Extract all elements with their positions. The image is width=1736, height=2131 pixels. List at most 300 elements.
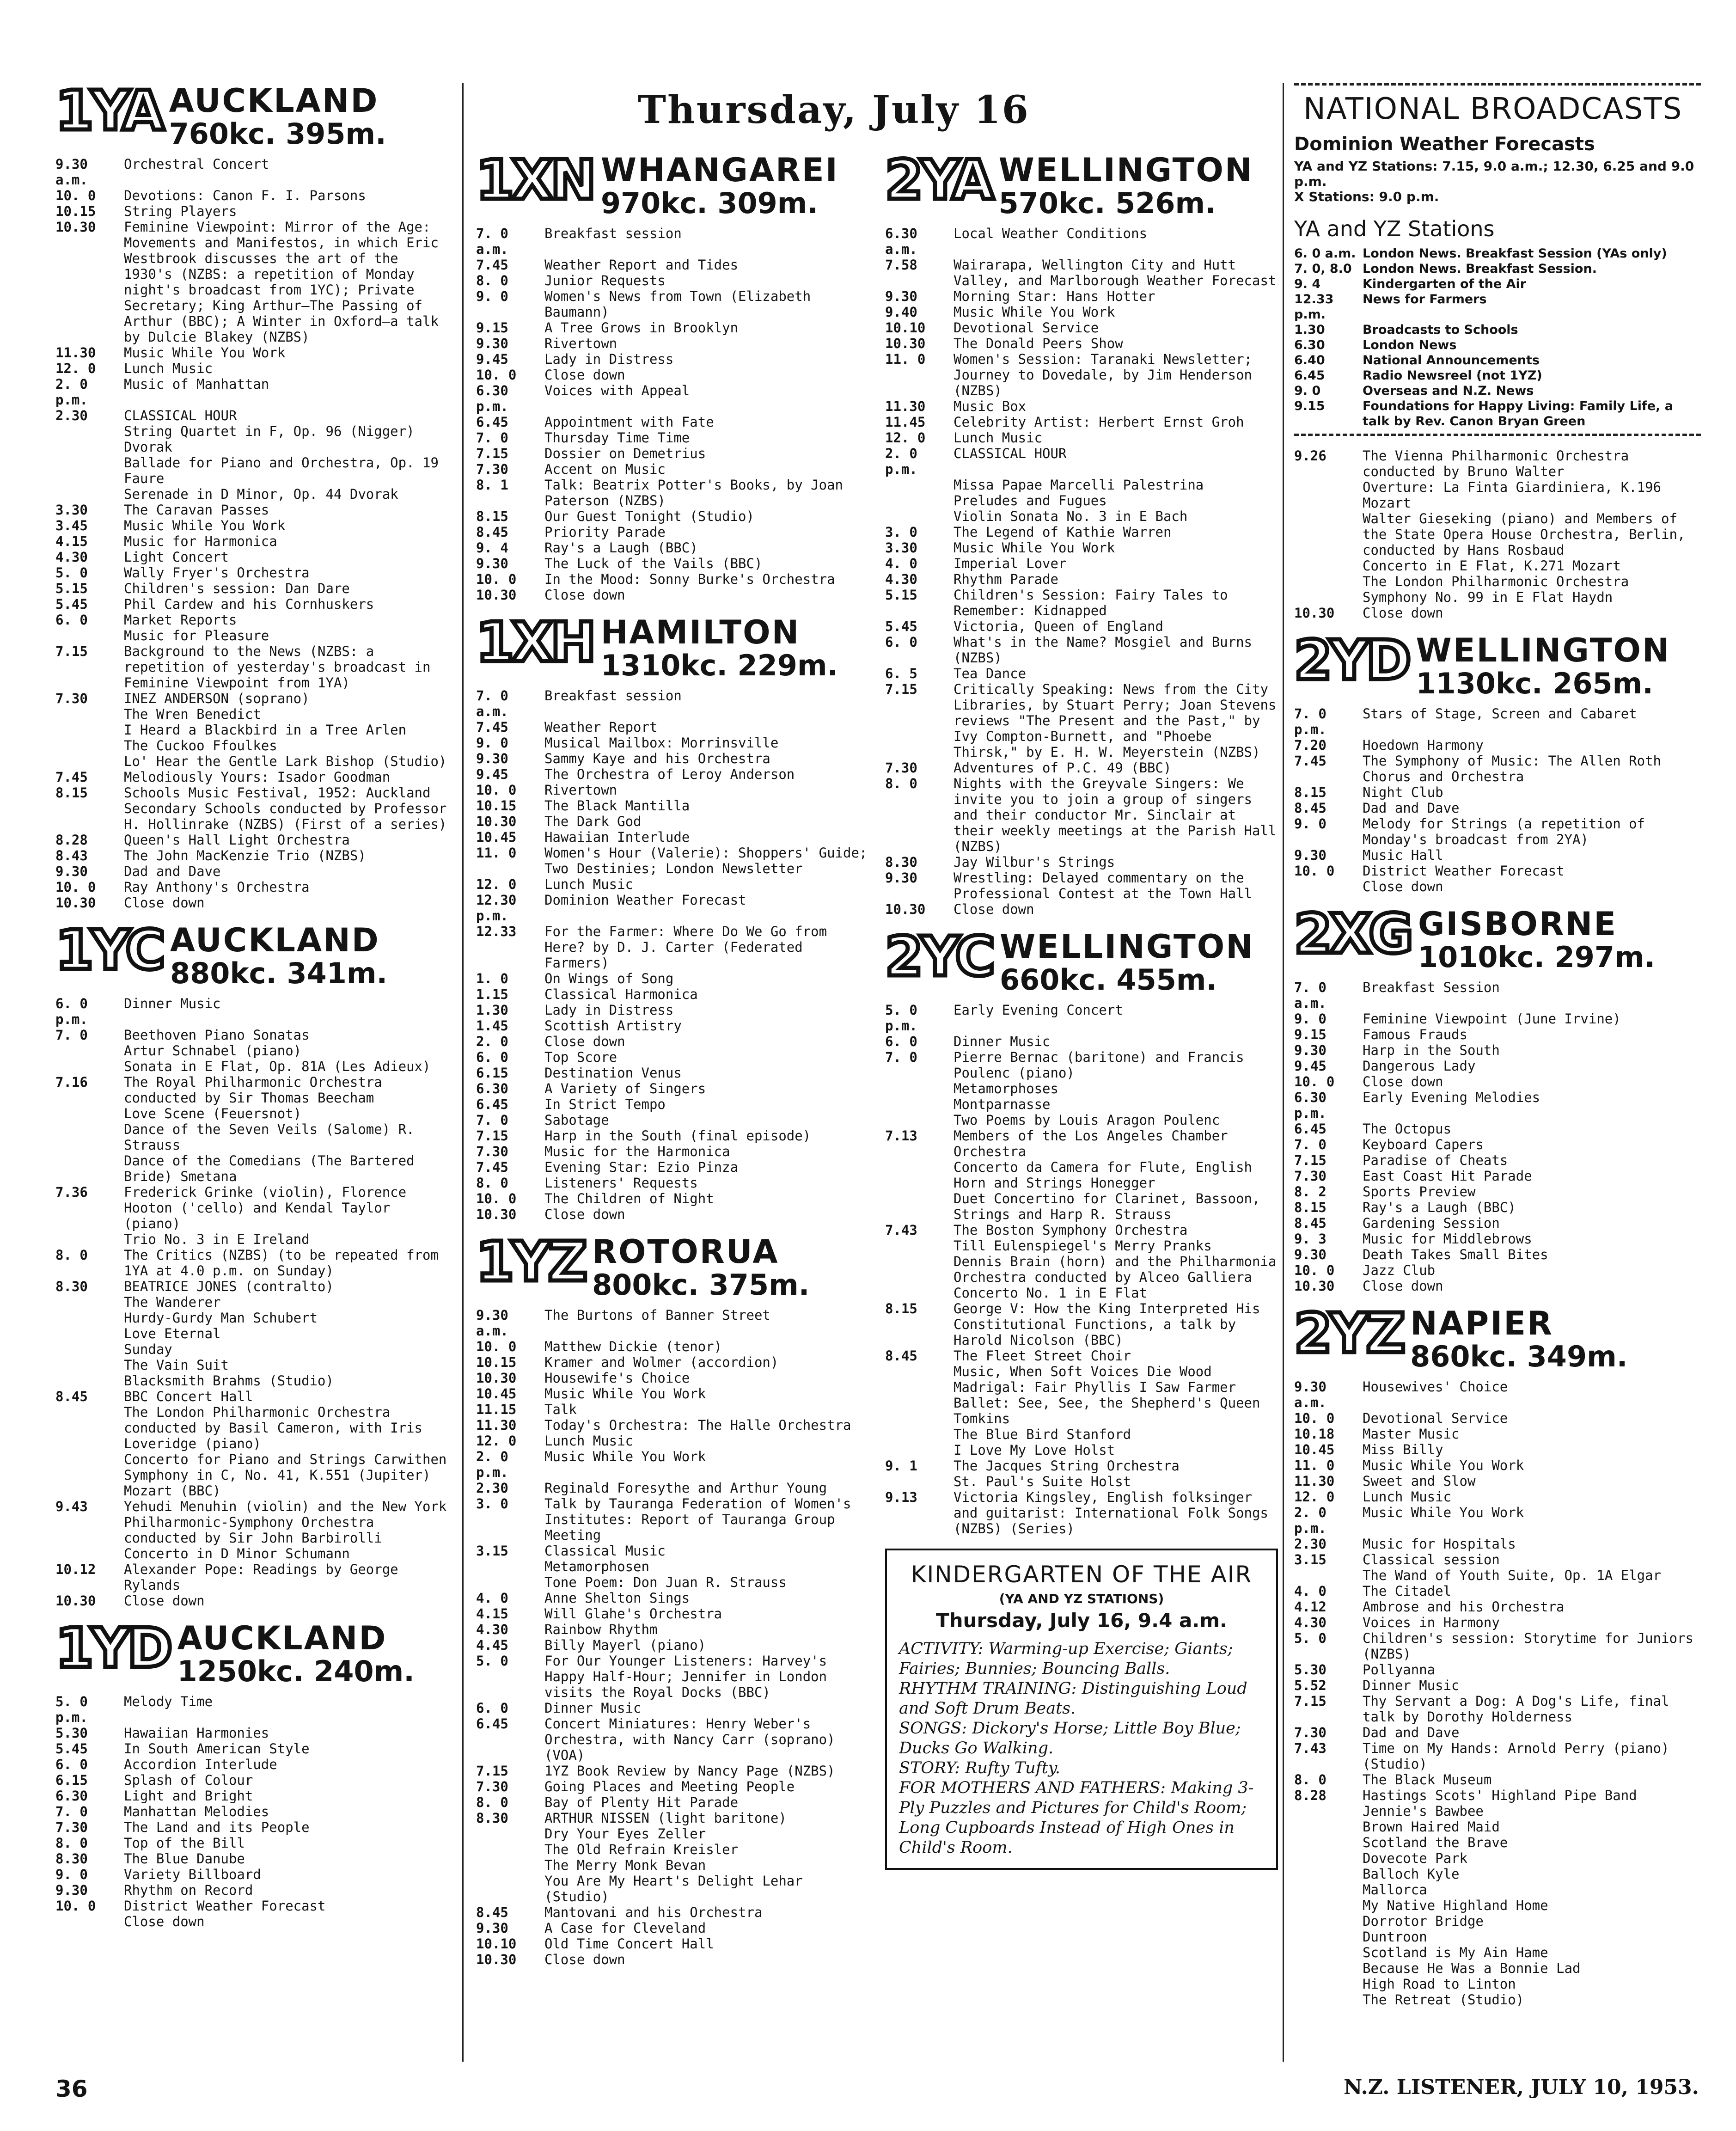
- programme-entry: [55, 549, 453, 565]
- weather-forecast-title: Dominion Weather Forecasts: [1294, 134, 1595, 155]
- programme-time: 12. 0: [885, 430, 926, 446]
- programme-title: Anne Shelton Sings: [544, 1590, 690, 1606]
- programme-title: Breakfast session: [544, 226, 682, 241]
- programme-time: 9.30: [55, 863, 88, 879]
- programme-title: Famous Frauds: [1363, 1027, 1467, 1042]
- programme-time: 6. 0 a.m.: [1294, 246, 1356, 261]
- programme-title: Blacksmith Brahms (Studio): [124, 1373, 334, 1389]
- programme-title: Housewife's Choice: [544, 1370, 690, 1386]
- programme-time: [55, 1294, 124, 1310]
- programme-time: 7. 0, 8.0: [1294, 262, 1352, 276]
- programme-title: String Players: [124, 203, 237, 219]
- programme-entry: [885, 351, 1278, 398]
- programme-entry: [885, 398, 1278, 414]
- programme-entry: [1294, 1850, 1701, 1866]
- programme-time: 7.15: [1294, 1693, 1326, 1709]
- programme-time: 5.45: [885, 618, 917, 634]
- programme-time: 11.15: [476, 1402, 517, 1417]
- programme-time: 5.45: [55, 596, 88, 612]
- programme-title: Dennis Brain (horn) and the Philharmonia Orchestra conducted by Alceo Galliera: [954, 1254, 1277, 1285]
- programme-entry: [476, 1920, 869, 1936]
- programme-title: Billy Mayerl (piano): [544, 1637, 706, 1653]
- programme-time: 2.30: [1294, 1536, 1326, 1552]
- programme-title: Will Glahe's Orchestra: [544, 1606, 722, 1622]
- station-2yz: [1294, 1301, 1701, 2008]
- programme-time: 4.30: [476, 1622, 508, 1637]
- programme-time: 7.15: [55, 643, 88, 659]
- programme-title: Music While You Work: [124, 345, 286, 361]
- programme-time: [885, 1395, 954, 1427]
- station-header: [885, 148, 1278, 220]
- programme-entry: [55, 533, 453, 549]
- column-2: [476, 148, 869, 1979]
- programme-entry: [1294, 1882, 1701, 1898]
- programme-entry: [476, 798, 869, 814]
- programme-title: Music of Manhattan: [124, 376, 269, 392]
- programme-time: 3.45: [55, 518, 88, 533]
- programme-entry: [885, 1034, 1278, 1049]
- programme-entry: [885, 634, 1278, 666]
- programme-title: Weather Report: [544, 719, 658, 735]
- programme-time: 12.33: [476, 924, 517, 939]
- station-frequency: 1250kc. 240m.: [177, 1654, 415, 1688]
- programme-entry: [55, 518, 453, 533]
- programme-time: 6.30 a.m.: [885, 226, 917, 257]
- programme-title: Brown Haired Maid: [1363, 1819, 1500, 1835]
- programme-time: 7.45: [55, 769, 88, 785]
- programme-title: The Blue Danube: [124, 1851, 245, 1867]
- programme-title: Wrestling: Delayed commentary on the Professional Contest at the Town Hall: [954, 870, 1253, 901]
- programme-time: 7.30: [476, 461, 508, 477]
- weather-line: X Stations: 9.0 p.m.: [1294, 189, 1439, 204]
- programme-title: Lo' Hear the Gentle Lark Bishop (Studio): [124, 753, 447, 769]
- station-2ya: [885, 148, 1278, 917]
- programme-time: 7.15: [476, 1128, 508, 1144]
- kindergarten-title: KINDERGARTEN OF THE AIR: [911, 1561, 1253, 1588]
- programme-time: [1294, 1835, 1363, 1850]
- programme-entry: [885, 226, 1278, 257]
- programme-entry: [1294, 1913, 1701, 1929]
- programme-time: 1.30: [476, 1002, 508, 1018]
- programme-entry: [1294, 1027, 1701, 1042]
- programme-time: [1294, 1945, 1363, 1960]
- programme-entry: [55, 1772, 453, 1788]
- programme-entry: [885, 477, 1278, 493]
- programme-time: 5.15: [885, 587, 917, 603]
- stations-title: YA and YZ Stations: [1294, 216, 1495, 241]
- programme-time: [1294, 1803, 1363, 1819]
- programme-title: Junior Requests: [544, 273, 666, 288]
- programme-entry: [476, 751, 869, 766]
- programme-time: 10.15: [476, 798, 517, 814]
- programme-time: [1294, 1960, 1363, 1976]
- programme-time: 9.30: [1294, 847, 1326, 863]
- programme-title: Harp in the South: [1363, 1042, 1500, 1058]
- programme-title: Concerto in D Minor Schumann: [124, 1546, 350, 1562]
- programme-time: [885, 1474, 954, 1489]
- programme-title: Morning Star: Hans Hotter: [954, 288, 1155, 304]
- programme-time: 11. 0: [476, 845, 517, 861]
- programme-title: Devotional Service: [954, 320, 1099, 336]
- programme-title: Manhattan Melodies: [124, 1804, 269, 1819]
- kindergarten-box: [885, 1549, 1278, 1870]
- programme-entry: [1294, 1426, 1701, 1442]
- station-city: WHANGAREI: [600, 151, 839, 189]
- programme-entry: [55, 785, 453, 832]
- programme-title: Jay Wilbur's Strings: [954, 854, 1115, 870]
- programme-title: Old Time Concert Hall: [544, 1936, 714, 1952]
- programme-entry: [885, 1348, 1278, 1364]
- programme-title: Music for Harmonica: [124, 533, 277, 549]
- programme-title: INEZ ANDERSON (soprano): [124, 691, 310, 706]
- programme-title: Close down: [1363, 879, 1443, 894]
- programme-time: 6.45: [1294, 1121, 1326, 1137]
- programme-entry: [55, 1389, 453, 1404]
- programme-title: Music Box: [954, 398, 1027, 414]
- programme-time: [1294, 1976, 1363, 1992]
- programme-time: 8.15: [1294, 1200, 1326, 1215]
- programme-entry: [55, 753, 453, 769]
- programme-entry: [476, 540, 869, 556]
- programme-time: [476, 1873, 544, 1904]
- programme-entry: [55, 1059, 453, 1074]
- programme-title: For Our Younger Listeners: Harvey's Happy Half-Hour; Jennifer in London visits the Royal Docks (BBC): [544, 1653, 827, 1700]
- programme-time: 8. 0: [476, 1794, 508, 1810]
- programme-time: 10.30: [1294, 1278, 1335, 1294]
- programme-time: 10. 0: [55, 188, 96, 203]
- programme-entry: [885, 1222, 1278, 1238]
- programme-time: [885, 1238, 954, 1254]
- programme-time: 5. 0: [55, 565, 88, 581]
- programme-time: 11.30: [55, 345, 96, 361]
- programme-entry: [55, 219, 453, 345]
- programme-title: Thy Servant a Dog: A Dog's Life, final talk by Dorothy Holderness: [1363, 1693, 1669, 1725]
- programme-entry: [885, 1458, 1278, 1474]
- programme-time: 4.45: [476, 1637, 508, 1653]
- programme-time: 10.30: [476, 1370, 517, 1386]
- programme-entry: [476, 226, 869, 257]
- programme-time: 8.15: [885, 1301, 917, 1317]
- programme-time: 8.30: [885, 854, 917, 870]
- programme-title: I Love My Love Holst: [954, 1442, 1115, 1458]
- programme-time: 8.30: [55, 1279, 88, 1294]
- programme-time: 6. 0 p.m.: [55, 996, 88, 1027]
- programme-title: Close down: [1363, 605, 1443, 621]
- programme-entry: [476, 766, 869, 782]
- programme-entry: [55, 361, 453, 376]
- programme-title: In South American Style: [124, 1741, 310, 1757]
- programme-entry: [1294, 1058, 1701, 1074]
- programme-time: 7.45: [476, 1159, 508, 1175]
- programme-title: Ambrose and his Orchestra: [1363, 1599, 1565, 1615]
- station-2yd: [1294, 628, 1701, 894]
- programme-entry: [476, 446, 869, 461]
- programme-time: 7. 0 a.m.: [476, 226, 508, 257]
- programme-title: Concerto in E Flat, K.271 Mozart: [1363, 558, 1621, 574]
- programme-time: 6. 0: [55, 612, 88, 628]
- programme-title: Housewives' Choice: [1363, 1379, 1508, 1395]
- programme-title: Queen's Hall Light Orchestra: [124, 832, 350, 848]
- programme-entry: [55, 1593, 453, 1609]
- programme-title: The Land and its People: [124, 1819, 310, 1835]
- programme-entry: [55, 1725, 453, 1741]
- programme-entry: [476, 1480, 869, 1496]
- station-1ya: [55, 79, 453, 911]
- programme-time: 4. 0: [476, 1590, 508, 1606]
- programme-time: [1294, 1882, 1363, 1898]
- programme-time: 10.30: [476, 814, 517, 829]
- kindergarten-item: FOR MOTHERS AND FATHERS: Making 3-Ply Puzzles and Pictures for Child's Room; Long Cupboards Instead of High Ones in Child's Room.: [899, 1779, 1254, 1857]
- programme-time: 4.12: [1294, 1599, 1326, 1615]
- programme-title: Close down: [124, 1914, 205, 1929]
- station-1xn: [476, 148, 869, 603]
- programme-entry: [1294, 276, 1701, 292]
- programme-title: The Vienna Philharmonic Orchestra conducted by Bruno Walter: [1363, 448, 1629, 479]
- programme-time: [55, 455, 124, 486]
- programme-time: 3.15: [1294, 1552, 1326, 1568]
- programme-title: Metamorphoses: [954, 1081, 1058, 1096]
- programme-time: 9.45: [476, 351, 508, 367]
- programme-entry: [55, 345, 453, 361]
- programme-entry: [1294, 1457, 1701, 1473]
- programme-title: Music for Middlebrows: [1363, 1231, 1532, 1247]
- programme-entry: [55, 1326, 453, 1341]
- programme-entry: [1294, 1945, 1701, 1960]
- programme-time: 7. 0 a.m.: [1294, 980, 1326, 1011]
- programme-title: Radio Newsreel (not 1YZ): [1363, 368, 1542, 383]
- programme-entry: [1294, 1819, 1701, 1835]
- programme-title: Music While You Work: [544, 1386, 706, 1402]
- programme-time: 6.45: [476, 414, 508, 430]
- programme-title: Hawaiian Interlude: [544, 829, 690, 845]
- programme-time: [55, 486, 124, 502]
- programme-entry: [1294, 706, 1701, 737]
- programme-entry: [55, 486, 453, 502]
- programme-entry: [476, 1417, 869, 1433]
- programme-time: [885, 1159, 954, 1191]
- programme-title: Dance of the Seven Veils (Salome) R. Strauss: [124, 1121, 415, 1153]
- programme-time: 9. 0: [1294, 1011, 1326, 1027]
- programme-time: [55, 1059, 124, 1074]
- programme-entry: [55, 1294, 453, 1310]
- programme-time: 8.45: [885, 1348, 917, 1364]
- programme-time: 11. 0: [1294, 1457, 1335, 1473]
- programme-title: Reginald Foresythe and Arthur Young: [544, 1480, 827, 1496]
- programme-title: Market Reports: [124, 612, 237, 628]
- programme-title: Stars of Stage, Screen and Cabaret: [1363, 706, 1637, 722]
- programme-entry: [1294, 1184, 1701, 1200]
- station-call-sign: 1YC: [55, 918, 163, 982]
- programme-entry: [885, 571, 1278, 587]
- programme-time: 8.28: [55, 832, 88, 848]
- programme-time: 8. 0: [55, 1835, 88, 1851]
- programme-entry: [1294, 1976, 1701, 1992]
- programme-time: [1294, 1992, 1363, 2008]
- programme-entry: [1294, 1992, 1701, 2008]
- programme-title: Duntroon: [1363, 1929, 1427, 1945]
- programme-time: 6. 0: [55, 1757, 88, 1772]
- programme-title: Dovecote Park: [1363, 1850, 1467, 1866]
- programme-entry: [1294, 1011, 1701, 1027]
- programme-title: Mallorca: [1363, 1882, 1427, 1898]
- programme-entry: [55, 565, 453, 581]
- programme-entry: [476, 1826, 869, 1842]
- programme-entry: [1294, 863, 1701, 879]
- programme-entry: [55, 1231, 453, 1247]
- programme-entry: [885, 493, 1278, 508]
- programme-title: Local Weather Conditions: [954, 226, 1148, 241]
- programme-entry: [476, 1936, 869, 1952]
- programme-entry: [1294, 292, 1701, 322]
- programme-entry: [1294, 1615, 1701, 1630]
- programme-title: Concerto for Piano and Strings Carwithen: [124, 1451, 447, 1467]
- station-frequency: 880kc. 341m.: [170, 956, 388, 990]
- programme-title: On Wings of Song: [544, 971, 674, 986]
- programme-title: Rivertown: [544, 336, 617, 351]
- programme-time: 9.40: [885, 304, 917, 320]
- programme-title: Voices in Harmony: [1363, 1615, 1500, 1630]
- programme-time: 8.15: [476, 508, 508, 524]
- programme-title: Adventures of P.C. 49 (BBC): [954, 760, 1172, 776]
- programme-entry: [1294, 1835, 1701, 1850]
- programme-time: 6.45: [476, 1096, 508, 1112]
- programme-time: 9.30 a.m.: [476, 1307, 508, 1339]
- programme-title: The Black Mantilla: [544, 798, 690, 814]
- programme-time: [885, 1096, 954, 1112]
- programme-title: Music for Pleasure: [124, 628, 269, 643]
- kindergarten-item: ACTIVITY: Warming-up Exercise; Giants; Fairies; Bunnies; Bouncing Balls.: [899, 1640, 1233, 1678]
- programme-entry: [55, 1835, 453, 1851]
- programme-time: 2. 0 p.m.: [55, 376, 88, 408]
- programme-time: [476, 1559, 544, 1574]
- programme-entry: [476, 1857, 869, 1873]
- programme-title: In the Mood: Sonny Burke's Orchestra: [544, 571, 835, 587]
- programme-entry: [55, 455, 453, 486]
- programme-time: [55, 1106, 124, 1121]
- programme-entry: [1294, 1231, 1701, 1247]
- programme-time: 10. 0: [476, 1339, 517, 1354]
- programme-entry: [476, 383, 869, 414]
- programme-title: Music While You Work: [954, 304, 1115, 320]
- programme-entry: [476, 1049, 869, 1065]
- programme-time: [55, 753, 124, 769]
- station-call-sign: 1XN: [476, 148, 593, 212]
- programme-entry: [476, 1810, 869, 1826]
- programme-title: Imperial Lover: [954, 556, 1067, 571]
- programme-entry: [1294, 980, 1701, 1011]
- programme-entry: [885, 1002, 1278, 1034]
- programme-entry: [476, 782, 869, 798]
- programme-time: 1.15: [476, 986, 508, 1002]
- programme-time: 3.15: [476, 1543, 508, 1559]
- programme-title: Till Eulenspiegel's Merry Pranks: [954, 1238, 1212, 1254]
- programme-entry: [476, 924, 869, 971]
- programme-time: 9.30: [476, 336, 508, 351]
- programme-time: 6. 5: [885, 666, 917, 681]
- programme-time: 7. 0: [1294, 1137, 1326, 1152]
- programme-time: 10.15: [476, 1354, 517, 1370]
- programme-entry: [476, 571, 869, 587]
- programme-title: Wairarapa, Wellington City and Hutt Valley, and Marlborough Weather Forecast: [954, 257, 1277, 288]
- station-1xh: [476, 610, 869, 1222]
- programme-entry: [55, 156, 453, 188]
- programme-title: Classical Music: [544, 1543, 666, 1559]
- programme-time: 4.30: [1294, 1615, 1326, 1630]
- programme-title: Ballet: See, See, the Shepherd's Queen Tomkins: [954, 1395, 1260, 1427]
- programme-time: 10. 0: [55, 879, 96, 895]
- programme-title: Dinner Music: [1363, 1678, 1460, 1693]
- programme-time: [885, 1427, 954, 1442]
- programme-time: 9.30: [885, 288, 917, 304]
- programme-entry: [1294, 1442, 1701, 1457]
- programme-title: Phil Cardew and his Cornhuskers: [124, 596, 374, 612]
- programme-title: The Wanderer: [124, 1294, 221, 1310]
- programme-entry: [476, 1175, 869, 1191]
- programme-time: 11.30: [476, 1417, 517, 1433]
- programme-entry: [885, 681, 1278, 760]
- programme-title: A Case for Cleveland: [544, 1920, 706, 1936]
- station-frequency: 860kc. 349m.: [1410, 1340, 1628, 1373]
- programme-entry: [476, 1018, 869, 1034]
- programme-entry: [476, 1606, 869, 1622]
- programme-entry: [1294, 574, 1701, 589]
- column-divider: [462, 83, 464, 2062]
- programme-time: 9. 0: [1294, 384, 1321, 398]
- column-1: [55, 79, 453, 1941]
- programme-time: 10.10: [476, 1936, 517, 1952]
- programme-time: 1.45: [476, 1018, 508, 1034]
- programme-entry: [1294, 1960, 1701, 1976]
- programme-entry: [1294, 1678, 1701, 1693]
- programme-title: Hoedown Harmony: [1363, 737, 1484, 753]
- programme-title: Overture: La Finta Giardiniera, K.196 Mozart: [1363, 479, 1662, 511]
- station-city: WELLINGTON: [999, 928, 1254, 966]
- programme-entry: [885, 587, 1278, 618]
- programme-title: Children's session: Storytime for Juniors (NZBS): [1363, 1630, 1693, 1662]
- programme-time: [55, 1231, 124, 1247]
- programme-entry: [476, 556, 869, 571]
- programme-entry: [55, 1121, 453, 1153]
- programme-time: 10. 0: [1294, 863, 1335, 879]
- programme-title: Death Takes Small Bites: [1363, 1247, 1548, 1262]
- programme-time: 5. 0 p.m.: [55, 1694, 88, 1725]
- programme-entry: [55, 1562, 453, 1593]
- programme-entry: [1294, 1536, 1701, 1552]
- programme-title: Close down: [1363, 1074, 1443, 1090]
- programme-time: [885, 508, 954, 524]
- programme-title: Schools Music Festival, 1952: Auckland Secondary Schools conducted by Professor H. Hollinrake (NZBS) (First of a series): [124, 785, 447, 832]
- programme-entry: [476, 1128, 869, 1144]
- programme-time: 10.45: [1294, 1442, 1335, 1457]
- programme-title: Our Guest Tonight (Studio): [544, 508, 754, 524]
- programme-entry: [1294, 1473, 1701, 1489]
- programme-entry: [1294, 800, 1701, 816]
- programme-time: [55, 1043, 124, 1059]
- programme-title: Dad and Dave: [1363, 800, 1460, 816]
- programme-time: 9. 0: [476, 288, 508, 304]
- programme-entry: [476, 845, 869, 876]
- programme-entry: [885, 870, 1278, 901]
- programme-entry: [476, 1370, 869, 1386]
- programme-entry: [476, 1002, 869, 1018]
- weather-line: YA and YZ Stations: 7.15, 9.0 a.m.; 12.30, 6.25 and 9.0 p.m.: [1294, 159, 1694, 189]
- programme-time: 9. 1: [885, 1458, 917, 1474]
- programme-title: Lunch Music: [544, 876, 634, 892]
- programme-time: [885, 1081, 954, 1096]
- programme-time: 2.30: [55, 408, 88, 423]
- programme-time: [1294, 479, 1363, 511]
- station-call-sign: 2XG: [1294, 902, 1411, 966]
